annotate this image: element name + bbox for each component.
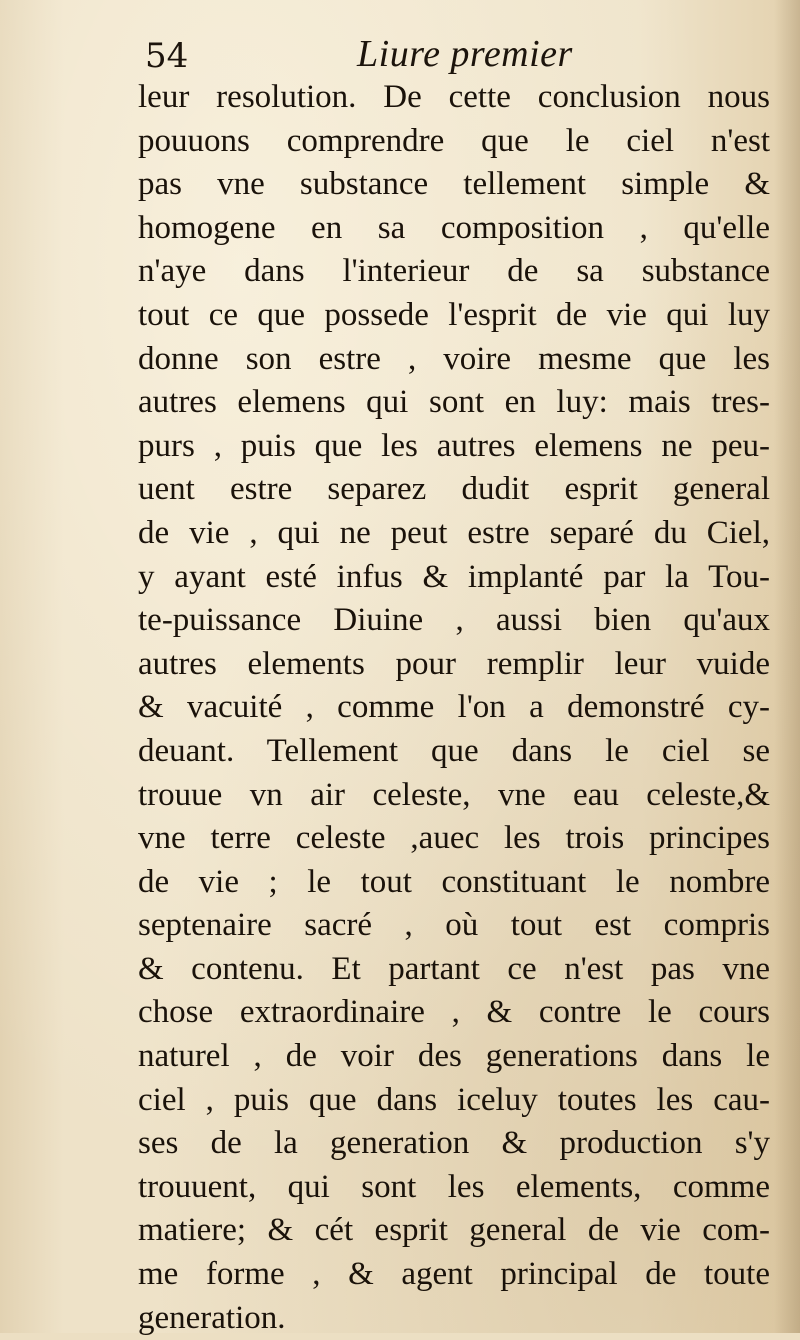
text-line: vne terre celeste ,auec les trois principes <box>138 820 770 857</box>
page-edge-shadow <box>774 0 800 1333</box>
page-number: 54 <box>145 36 189 76</box>
text-line: autres elemens qui sont en luy: mais tres- <box>138 384 770 421</box>
text-line: & contenu. Et partant ce n'est pas vne <box>138 950 770 987</box>
page-header <box>145 30 625 80</box>
text-line: deuant. Tellement que dans le ciel se <box>138 732 770 769</box>
text-line: uent estre separez dudit esprit general <box>138 471 770 508</box>
text-line: & vacuité , comme l'on a demonstré cy- <box>138 689 770 726</box>
text-line: de vie , qui ne peut estre separé du Ciel, <box>138 514 770 551</box>
text-line: de vie ; le tout constituant le nombre <box>138 863 770 900</box>
text-line: trouue vn air celeste, vne eau celeste,& <box>138 776 770 813</box>
text-line: tout ce que possede l'esprit de vie qui luy <box>138 296 770 333</box>
text-line: me forme , & agent principal de toute <box>138 1256 770 1293</box>
text-line: matiere; & cét esprit general de vie com- <box>138 1212 770 1249</box>
text-line: pouuons comprendre que le ciel n'est <box>138 122 770 159</box>
text-line: homogene en sa composition , qu'elle <box>138 209 770 246</box>
text-line: generation. <box>138 1299 286 1336</box>
text-line: autres elements pour remplir leur vuide <box>138 645 770 682</box>
text-line: naturel , de voir des generations dans le <box>138 1038 770 1075</box>
body-text <box>138 76 770 1340</box>
text-line: donne son estre , voire mesme que les <box>138 340 770 377</box>
text-line: purs , puis que les autres elemens ne peu- <box>138 427 770 464</box>
text-line: y ayant esté infus & implanté par la Tou- <box>138 558 770 595</box>
text-line: chose extraordinaire , & contre le cours <box>138 994 770 1031</box>
running-head: Liure premier <box>357 33 573 75</box>
text-line: ses de la generation & production s'y <box>138 1125 770 1162</box>
text-line: te-puissance Diuine , aussi bien qu'aux <box>138 602 770 639</box>
text-line: n'aye dans l'interieur de sa substance <box>138 253 770 290</box>
text-line: septenaire sacré , où tout est compris <box>138 907 770 944</box>
text-line: pas vne substance tellement simple & <box>138 166 770 203</box>
text-line: ciel , puis que dans iceluy toutes les cau- <box>138 1081 770 1118</box>
text-line: leur resolution. De cette conclusion nous <box>138 79 770 115</box>
text-line: trouuent, qui sont les elements, comme <box>138 1168 770 1205</box>
